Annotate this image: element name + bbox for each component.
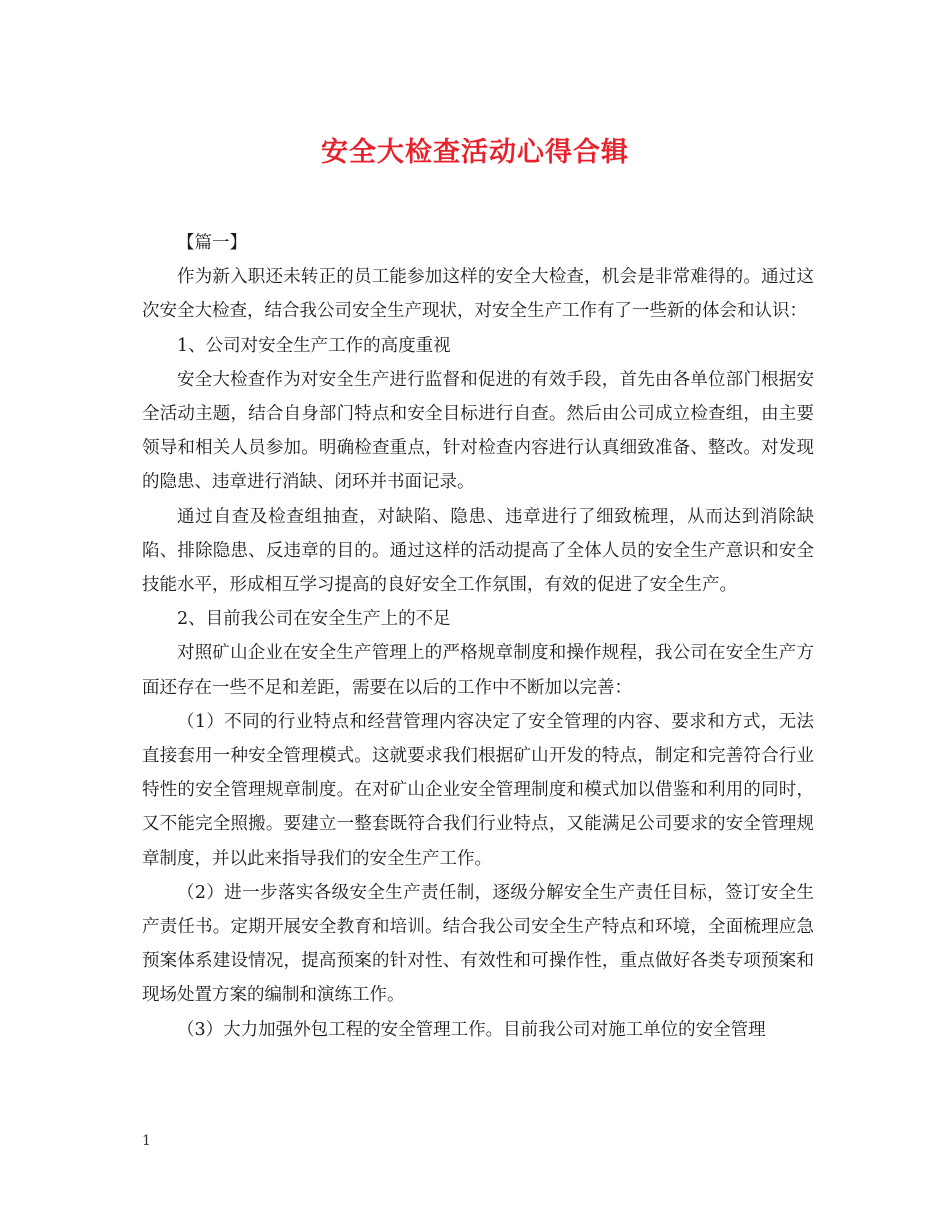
paragraph: 对照矿山企业在安全生产管理上的严格规章制度和操作规程，我公司在安全生产方面还存在一些不足和差距，需要在以后的工作中不断加以完善： bbox=[142, 643, 814, 698]
paragraph: （1）不同的行业特点和经营管理内容决定了安全管理的内容、要求和方式，无法直接套用一种安全管理模式。这就要求我们根据矿山开发的特点，制定和完善符合行业特性的安全管理规章制度。在对矿山企业安全管理制度和模式加以借鉴和利用的同时，又不能完全照搬。要建立一整套既符合我们行业特点，又能满足公司要求的安全管理规章制度，并以此来指导我们的安全生产工作。 bbox=[142, 711, 814, 869]
paragraph: 安全大检查作为对安全生产进行监督和促进的有效手段，首先由各单位部门根据安全活动主题，结合自身部门特点和安全目标进行自查。然后由公司成立检查组，由主要领导和相关人员参加。明确检查重点，针对检查内容进行认真细致准备、整改。对发现的隐患、违章进行消缺、闭环并书面记录。 bbox=[142, 369, 814, 493]
paragraph: （3）大力加强外包工程的安全管理工作。目前我公司对施工单位的安全管理 bbox=[177, 1019, 766, 1040]
paragraph: （2）进一步落实各级安全生产责任制，逐级分解安全生产责任目标，签订安全生产责任书。定期开展安全教育和培训。结合我公司安全生产特点和环境，全面梳理应急预案体系建设情况，提高预案的针对性、有效性和可操作性，重点做好各类专项预案和现场处置方案的编制和演练工作。 bbox=[142, 882, 814, 1006]
paragraph: 作为新入职还未转正的员工能参加这样的安全大检查，机会是非常难得的。通过这次安全大检查，结合我公司安全生产现状，对安全生产工作有了一些新的体会和认识： bbox=[142, 267, 814, 322]
document-body bbox=[142, 226, 814, 1047]
section-heading: 1、公司对安全生产工作的高度重视 bbox=[177, 335, 451, 356]
page-number: 1 bbox=[142, 1133, 151, 1149]
section-heading: 2、目前我公司在安全生产上的不足 bbox=[177, 609, 451, 630]
paragraph: 通过自查及检查组抽查，对缺陷、隐患、违章进行了细致梳理，从而达到消除缺陷、排除隐患、反违章的目的。通过这样的活动提高了全体人员的安全生产意识和安全技能水平，形成相互学习提高的良好安全工作氛围，有效的促进了安全生产。 bbox=[142, 506, 814, 596]
document-title: 安全大检查活动心得合辑 bbox=[321, 137, 629, 168]
paragraph-section-label: 【篇一】 bbox=[177, 233, 247, 253]
